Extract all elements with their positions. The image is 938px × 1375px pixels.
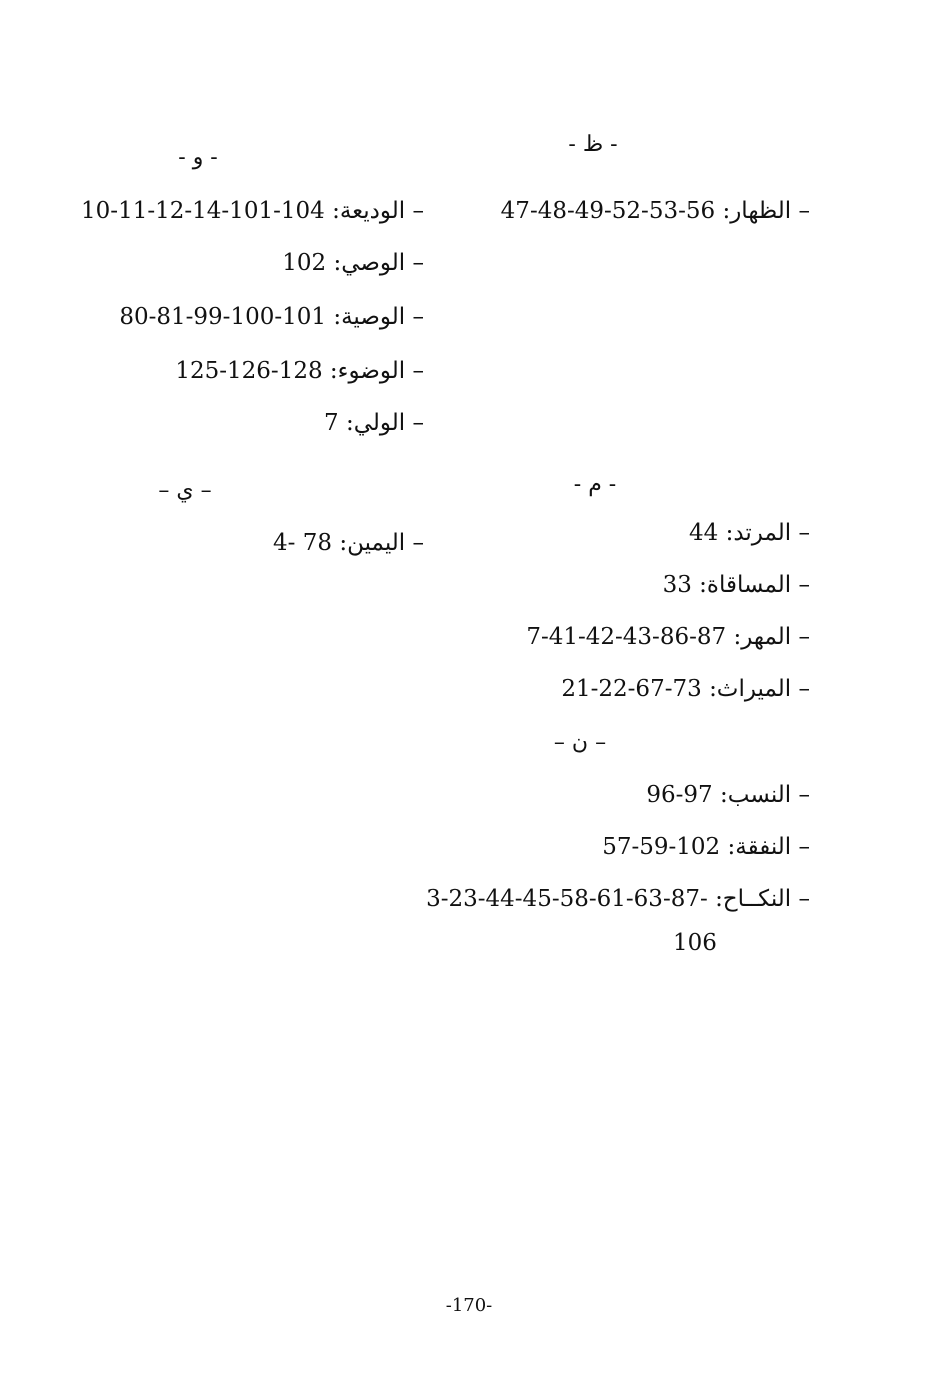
index-entry (561, 676, 810, 702)
index-entry (273, 530, 424, 556)
index-entry (689, 520, 810, 546)
index-entry (119, 304, 424, 330)
section-heading-ya: – ي – (158, 478, 212, 503)
entry-pages: 47-48-49-52-53-56 (500, 198, 716, 224)
index-entry (501, 198, 810, 224)
index-entry (426, 886, 810, 912)
entry-term: – النفقة: (727, 834, 810, 860)
section-heading-zah: - ظ - (568, 132, 618, 157)
index-entry (324, 410, 424, 436)
entry-term: – الظهار: (722, 198, 810, 224)
entry-term: – النسب: (719, 782, 810, 808)
entry-term: – النكــاح: (715, 886, 810, 912)
entry-pages: 3-23-44-45-58-61-63-87- (426, 886, 708, 912)
index-entry (526, 624, 810, 650)
entry-term: – اليمين: (339, 530, 424, 556)
entry-term: – المرتد: (725, 520, 810, 546)
index-entry (282, 250, 424, 276)
entry-pages: 7-41-42-43-86-87 (526, 624, 727, 650)
entry-pages: 102 (282, 250, 327, 276)
entry-term: – المهر: (733, 624, 810, 650)
entry-pages: 21-22-67-73 (561, 676, 702, 702)
entry-term: – الوصية: (333, 304, 424, 330)
entry-pages: 33 (662, 572, 692, 598)
entry-pages: 125-126-128 (175, 358, 323, 384)
entry-pages: 96-97 (646, 782, 713, 808)
index-entry (175, 358, 424, 384)
section-heading-noon: – ن – (553, 730, 607, 755)
index-entry (81, 198, 424, 224)
index-entry (663, 572, 810, 598)
entry-term: – الولي: (345, 410, 424, 436)
entry-term: – الوضوء: (329, 358, 424, 384)
entry-pages: 44 (688, 520, 719, 546)
entry-pages: 10-11-12-14-101-104 (81, 198, 325, 224)
index-entry (602, 834, 810, 860)
entry-pages: 80-81-99-100-101 (119, 304, 327, 330)
entry-term: – الوديعة: (332, 198, 424, 224)
section-heading-meem: - م - (573, 472, 617, 497)
section-heading-waw: - و - (178, 145, 218, 170)
entry-pages-continuation: 106 (673, 930, 717, 956)
index-entry (646, 782, 810, 808)
page-number: -170- (445, 1295, 493, 1316)
entry-pages: 7 (324, 410, 339, 436)
entry-term: – الميراث: (709, 676, 810, 702)
entry-pages: 4- 78 (273, 530, 333, 556)
entry-term: – المساقاة: (699, 572, 810, 598)
entry-term: – الوصي: (333, 250, 424, 276)
entry-pages: 57-59-102 (602, 834, 721, 860)
